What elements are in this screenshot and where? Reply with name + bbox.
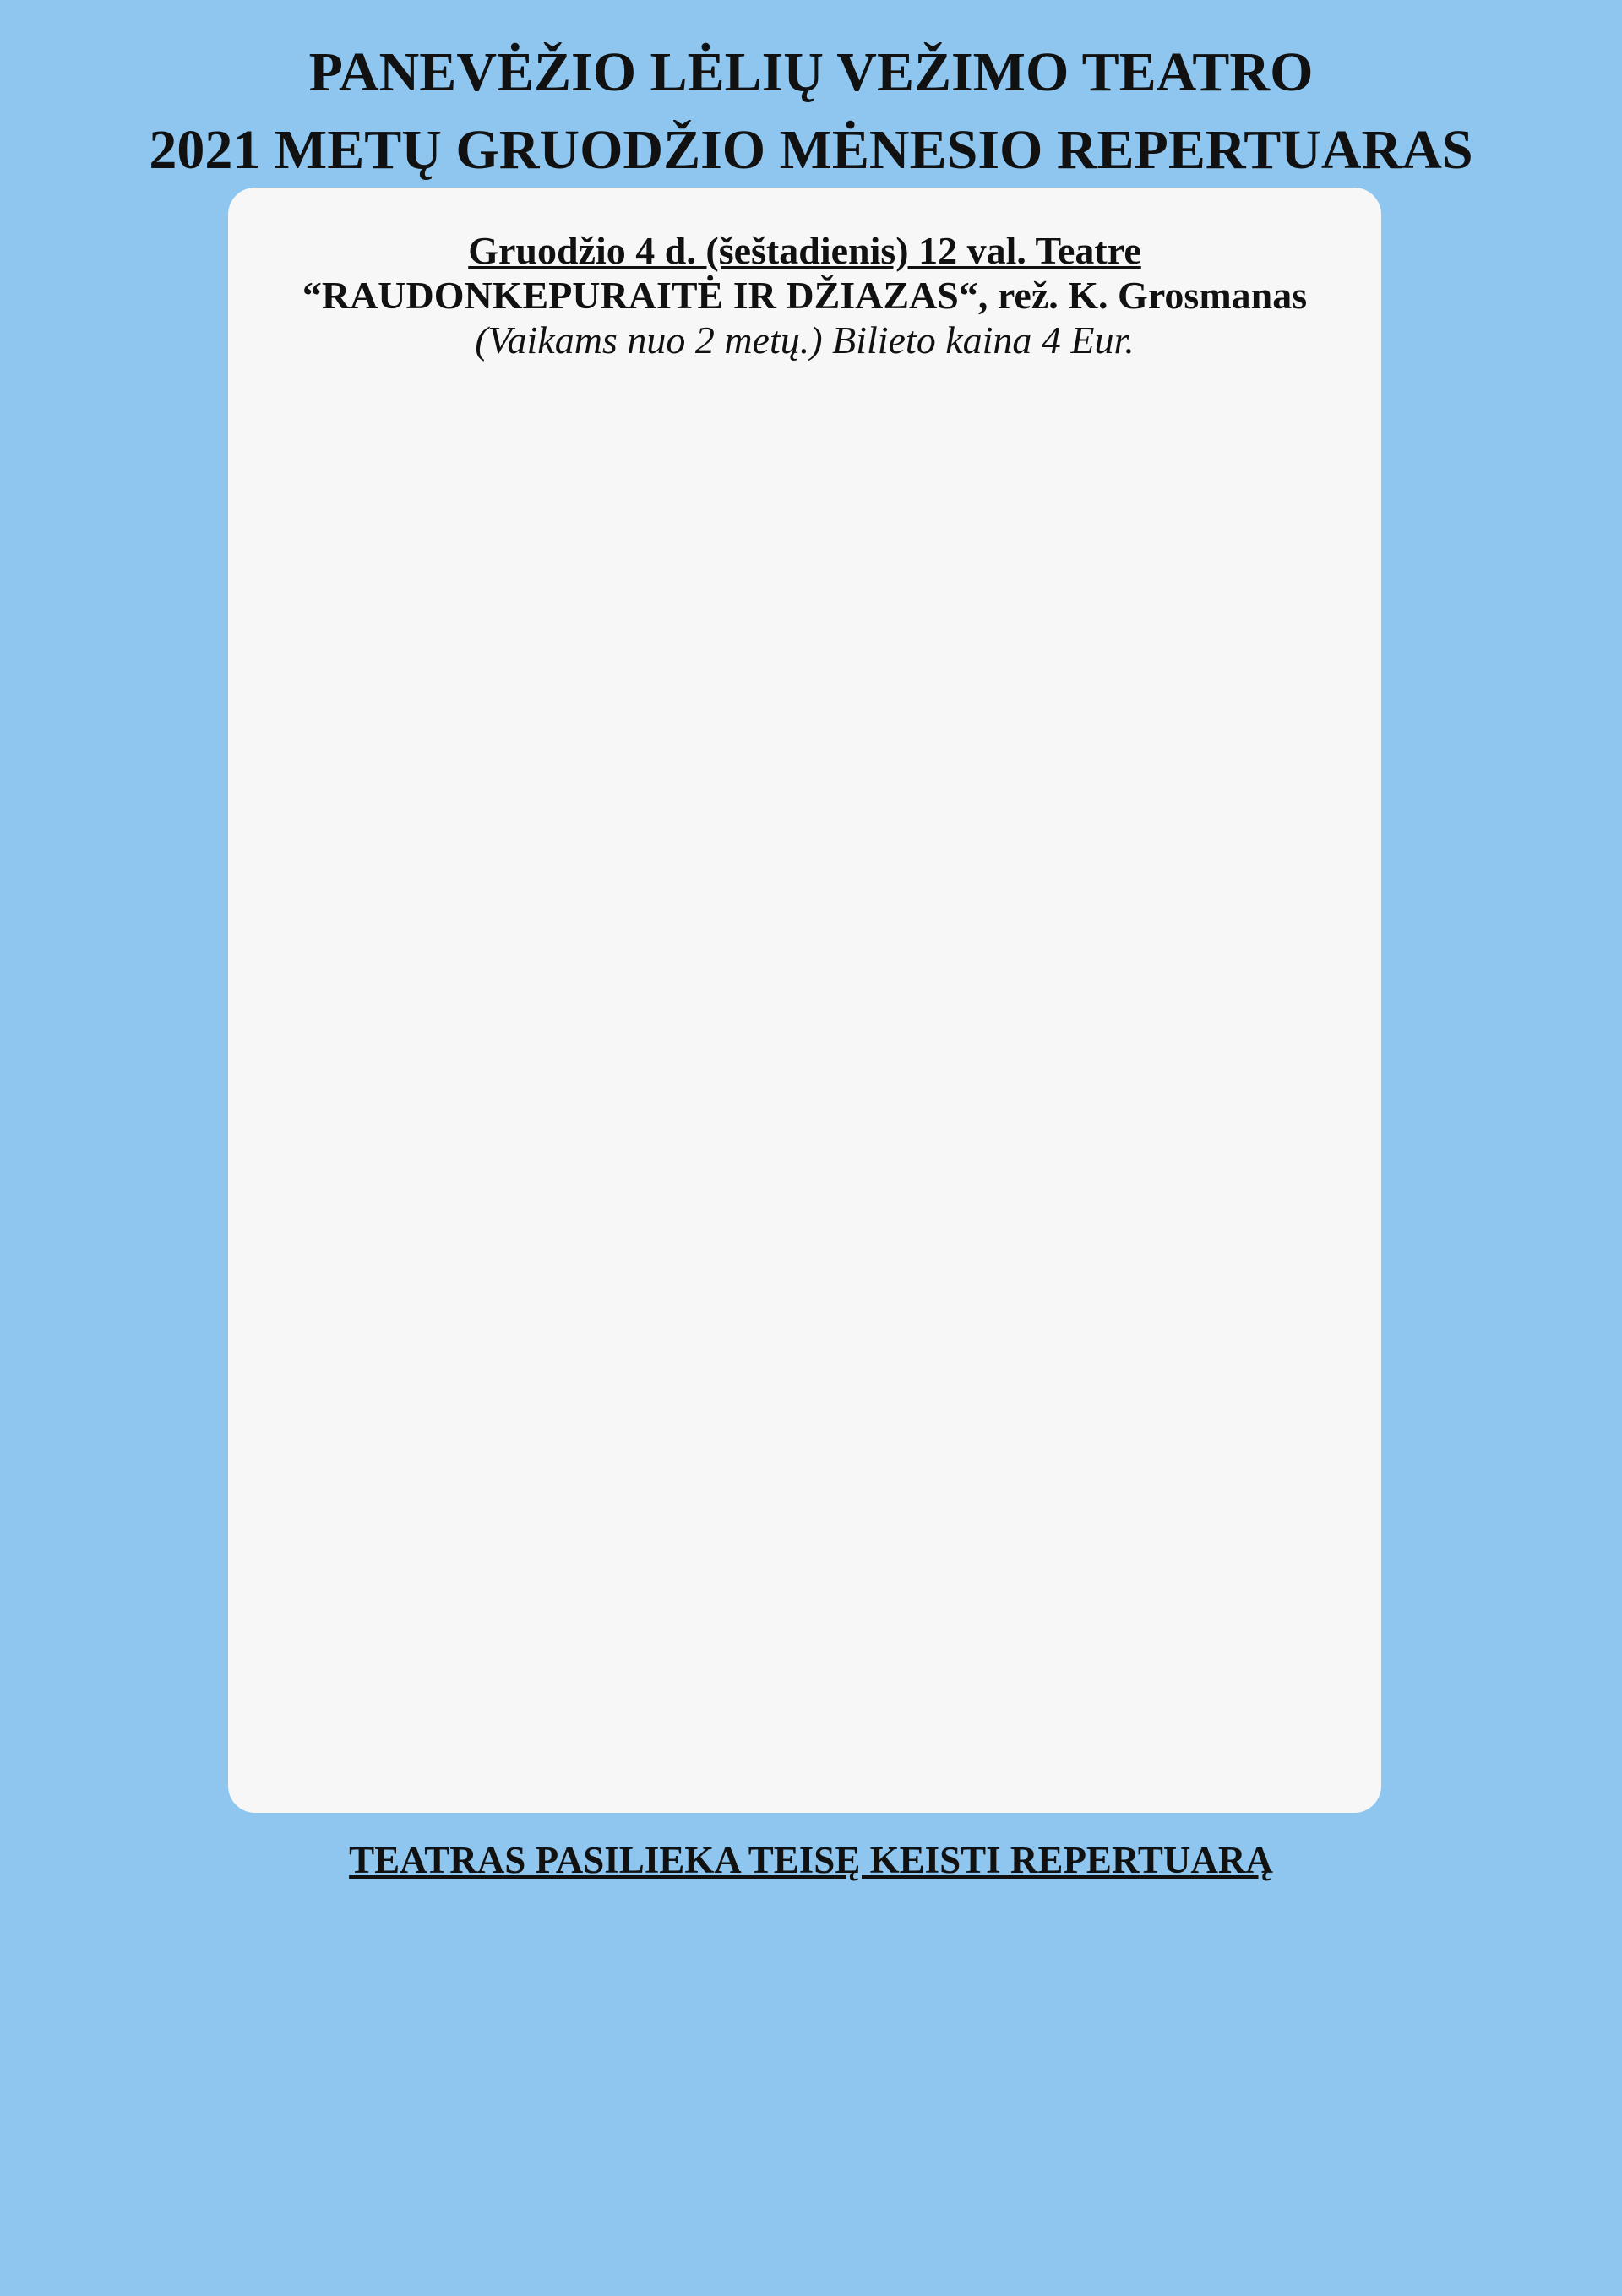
- title-line-2: 2021 METŲ GRUODŽIO MĖNESIO REPERTUARAS: [149, 119, 1473, 181]
- event-0: Gruodžio 4 d. (šeštadienis) 12 val. Teatre “RAUDONKEPURAITĖ IR DŽIAZAS“, rež. K. Grosmanas (Vaikams nuo 2 metų.) Bilieto kaina 4 Eur.: [302, 229, 1308, 362]
- schedule-card: [228, 188, 1381, 1813]
- notice: TEATRAS PASILIEKA TEISĘ KEISTI REPERTUARĄ: [349, 1839, 1273, 1881]
- title-line-1: PANEVĖŽIO LĖLIŲ VEŽIMO TEATRO: [308, 41, 1314, 103]
